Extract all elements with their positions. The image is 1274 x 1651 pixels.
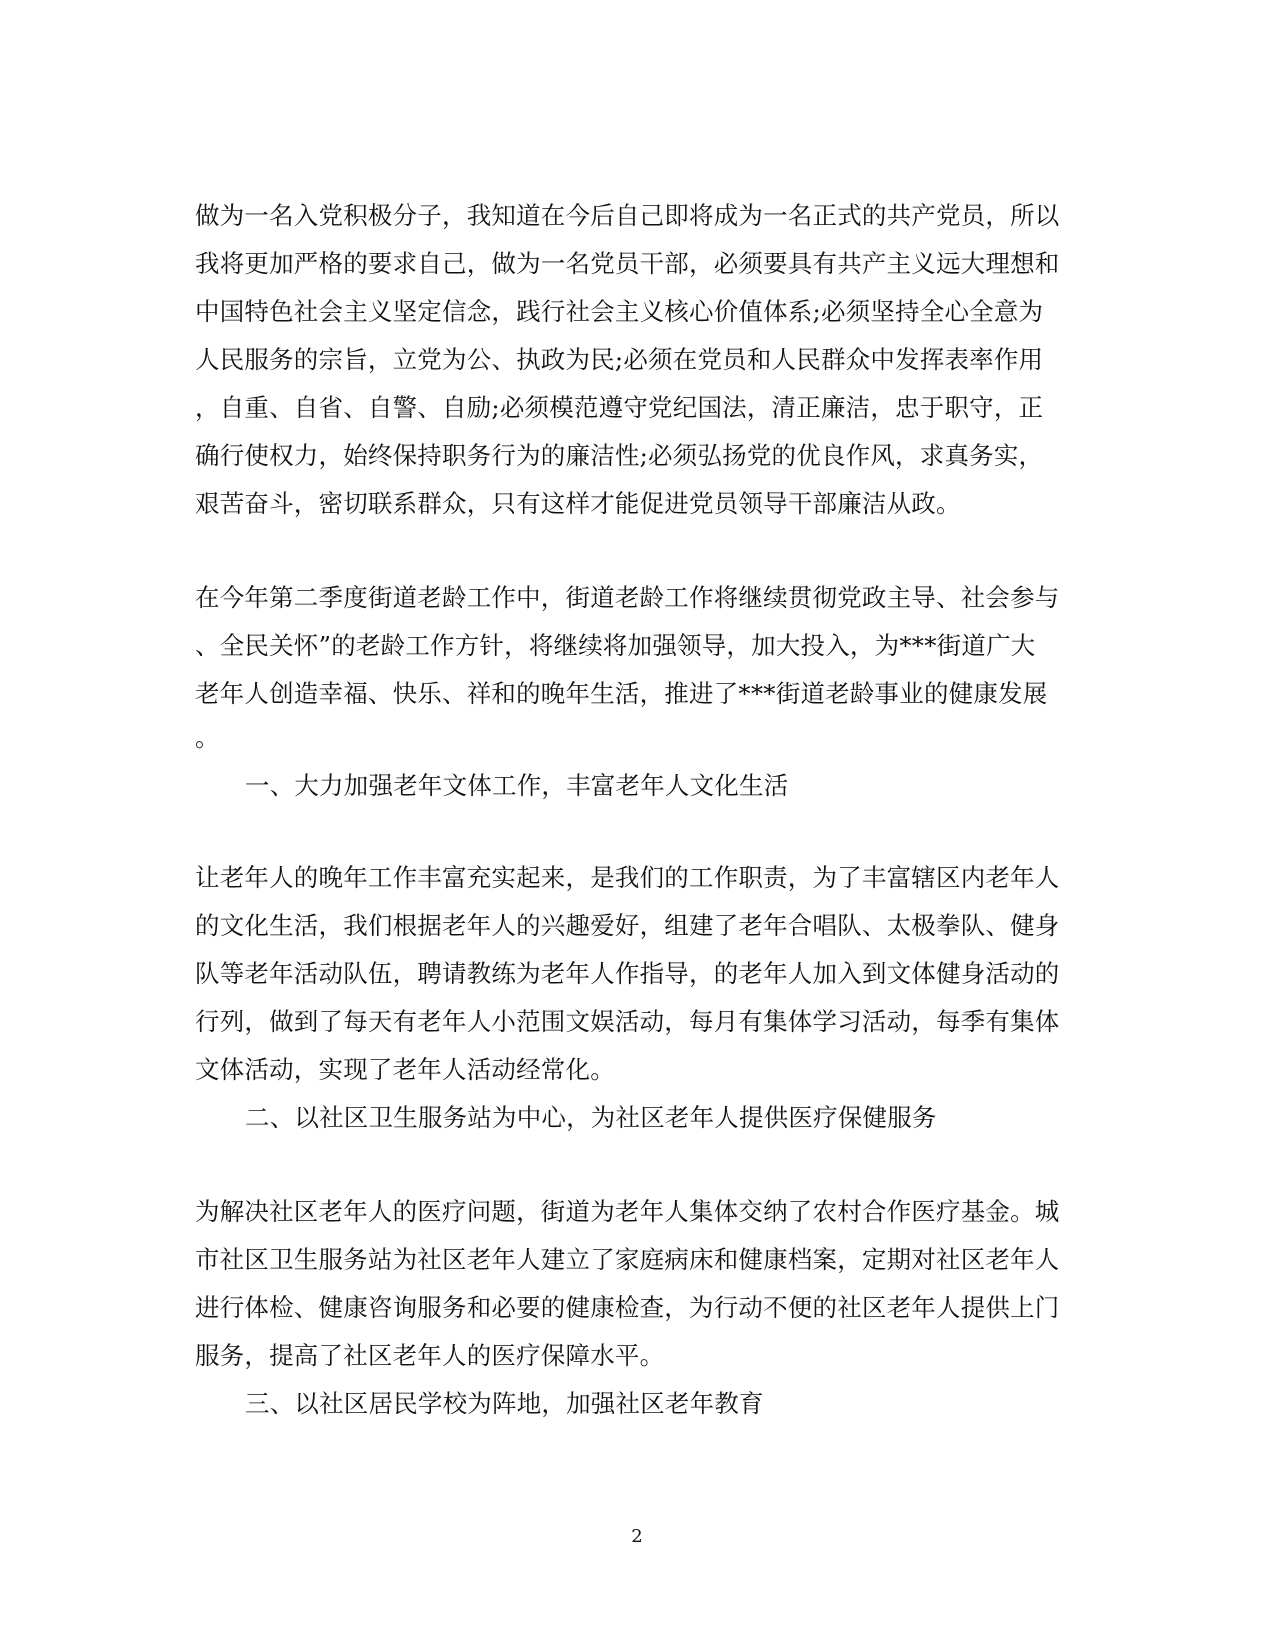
paragraph-4-line-1: 为解决社区老年人的医疗问题，街道为老年人集体交纳了农村合作医疗基金。城: [195, 1197, 1060, 1226]
paragraph-4-line-2: 市社区卫生服务站为社区老年人建立了家庭病床和健康档案，定期对社区老年人: [195, 1245, 1060, 1274]
section-heading-2: 二、以社区卫生服务站为中心，为社区老年人提供医疗保健服务: [245, 1103, 937, 1132]
section-heading-3: 三、以社区居民学校为阵地，加强社区老年教育: [245, 1389, 764, 1418]
paragraph-1-line-2: 我将更加严格的要求自己，做为一名党员干部，必须要具有共产主义远大理想和: [195, 249, 1060, 278]
paragraph-1-line-6: 确行使权力，始终保持职务行为的廉洁性;必须弘扬党的优良作风，求真务实，: [195, 441, 1044, 470]
paragraph-1-line-3: 中国特色社会主义坚定信念，践行社会主义核心价值体系;必须坚持全心全意为: [195, 297, 1044, 326]
paragraph-1-line-1: 做为一名入党积极分子，我知道在今后自己即将成为一名正式的共产党员，所以: [195, 201, 1060, 230]
section-heading-1: 一、大力加强老年文体工作，丰富老年人文化生活: [245, 771, 789, 800]
paragraph-3-line-3: 队等老年活动队伍，聘请教练为老年人作指导，的老年人加入到文体健身活动的: [195, 959, 1060, 988]
paragraph-3-line-4: 行列，做到了每天有老年人小范围文娱活动，每月有集体学习活动，每季有集体: [195, 1007, 1060, 1036]
paragraph-1-line-5: ，自重、自省、自警、自励;必须模范遵守党纪国法，清正廉洁，忠于职守，正: [195, 393, 1044, 422]
paragraph-3-line-5: 文体活动，实现了老年人活动经常化。: [195, 1055, 615, 1084]
paragraph-2-line-4: 。: [195, 723, 220, 752]
page-number: 2: [631, 1526, 643, 1547]
paragraph-3-line-2: 的文化生活，我们根据老年人的兴趣爱好，组建了老年合唱队、太极拳队、健身: [195, 911, 1060, 940]
paragraph-4-line-4: 服务，提高了社区老年人的医疗保障水平。: [195, 1341, 665, 1370]
paragraph-4-line-3: 进行体检、健康咨询服务和必要的健康检查，为行动不便的社区老年人提供上门: [195, 1293, 1060, 1322]
paragraph-2-line-3: 老年人创造幸福、快乐、祥和的晚年生活，推进了***街道老龄事业的健康发展: [195, 679, 1048, 708]
paragraph-3-line-1: 让老年人的晚年工作丰富充实起来，是我们的工作职责，为了丰富辖区内老年人: [195, 863, 1060, 892]
paragraph-1-line-4: 人民服务的宗旨，立党为公、执政为民;必须在党员和人民群众中发挥表率作用: [195, 345, 1044, 374]
paragraph-1-line-7: 艰苦奋斗，密切联系群众，只有这样才能促进党员领导干部廉洁从政。: [195, 489, 961, 518]
paragraph-2-line-1: 在今年第二季度街道老龄工作中，街道老龄工作将继续贯彻党政主导、社会参与: [195, 583, 1060, 612]
paragraph-2-line-2: 、全民关怀”的老龄工作方针，将继续将加强领导，加大投入，为***街道广大: [195, 631, 1036, 660]
